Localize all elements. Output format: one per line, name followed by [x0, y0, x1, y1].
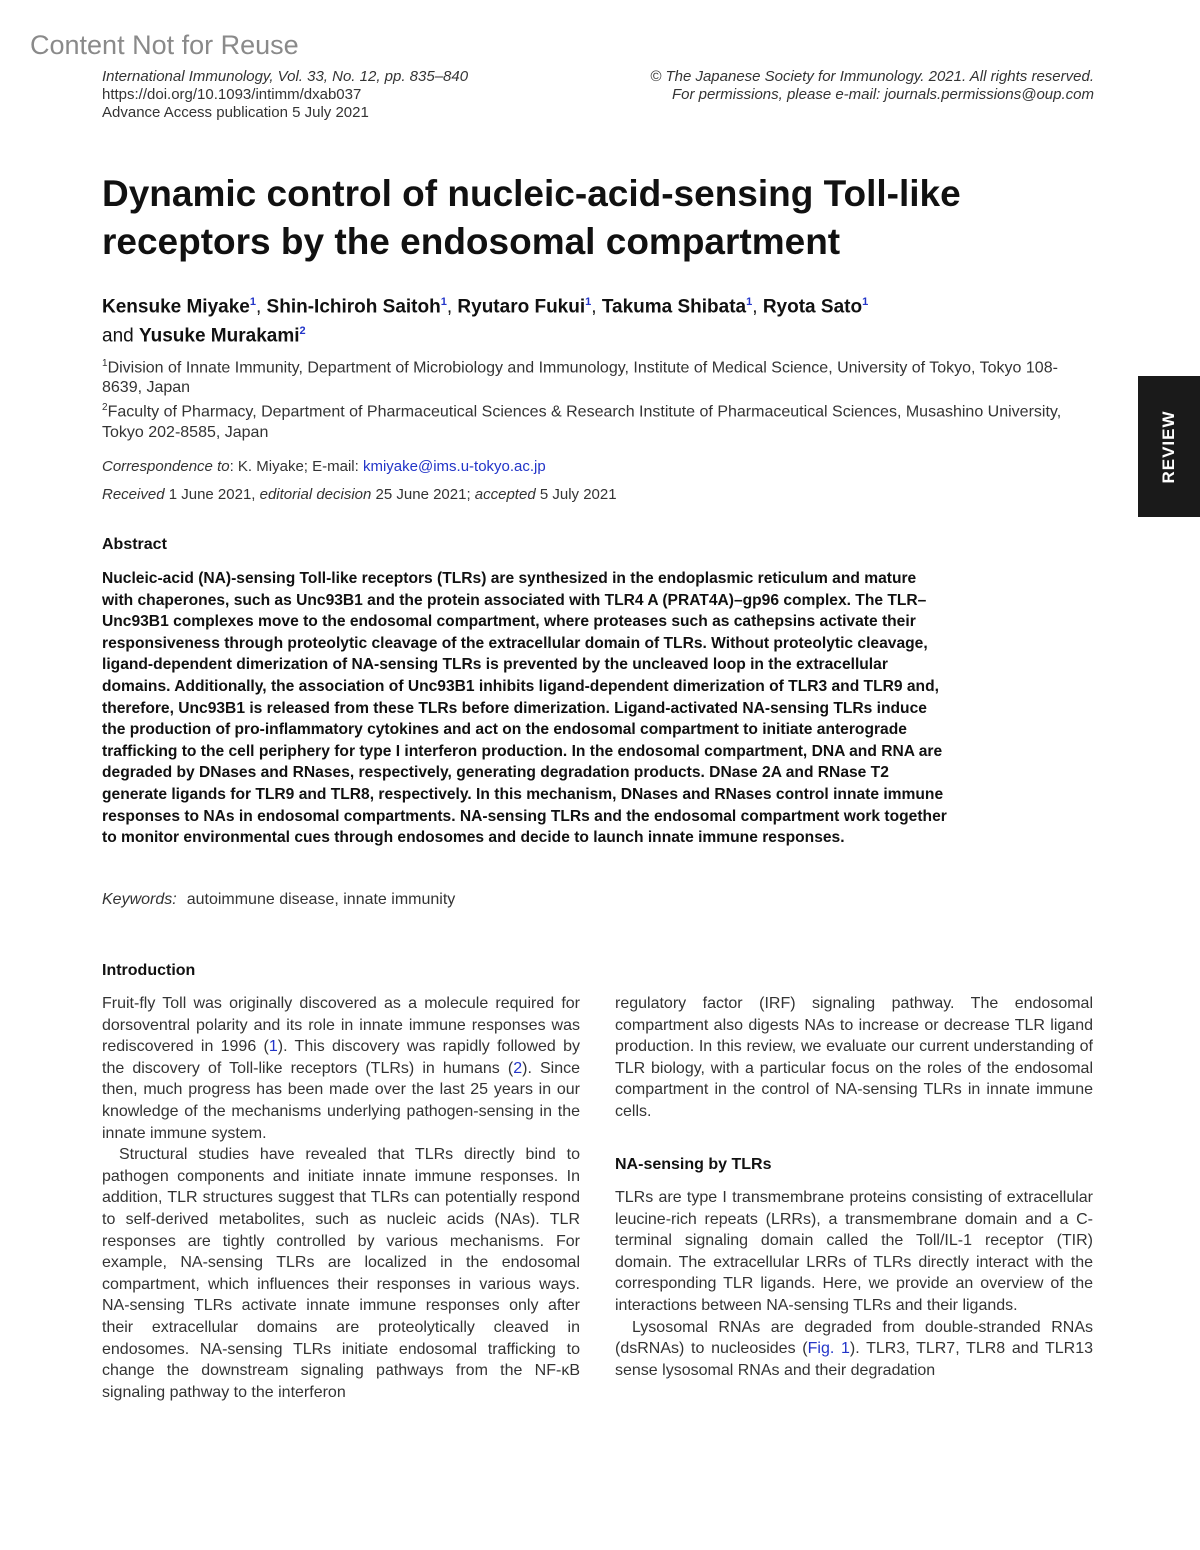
- author-sep: ,: [591, 296, 602, 318]
- author-name: Yusuke Murakami: [138, 325, 300, 347]
- author-affil: 1: [249, 296, 256, 308]
- na-sensing-heading: NA-sensing by TLRs: [615, 1156, 772, 1173]
- journal-citation: International Immunology, Vol. 33, No. 12, pp. 835–840: [102, 68, 469, 85]
- intro-paragraph-2: Structural studies have revealed that TLRs directly bind to pathogen components and initiate innate immune responses. In addition, TLR structures suggest that TLRs can potentially respond to self-derived metabolites, such as nucleic acids (NAs). TLR responses are tightly controlled by various mechanisms. For example, NA-sensing TLRs are localized in the endosomal compartment, which influences their responses in various ways. NA-sensing TLRs activate innate immune responses only after their extracellular domains are proteolytically cleaved in endosomes. NA-sensing TLRs initiate endosomal trafficking to change the downstream signaling pathways from the NF-κB signaling pathway to the interferon: [102, 1146, 580, 1401]
- author-affil: 1: [440, 296, 447, 308]
- author-name: Takuma Shibata: [601, 296, 747, 318]
- affil-text: Division of Innate Immunity, Department of Microbiology and Immunology, Institute of Medical Science, University of Tokyo, Tokyo 108-8639, Japan: [102, 359, 1058, 397]
- affil-text: Faculty of Pharmacy, Department of Pharmaceutical Sciences & Research Institute of Pharmaceutical Sciences, Musashino University, Tokyo 202-8585, Japan: [102, 403, 1062, 441]
- author-name: Shin-Ichiroh Saitoh: [266, 296, 441, 318]
- introduction-heading: Introduction: [102, 962, 196, 979]
- copyright-line: © The Japanese Society for Immunology. 2021. All rights reserved.: [650, 68, 1094, 85]
- correspondence-text: : K. Miyake; E-mail:: [229, 458, 363, 475]
- accepted-label: accepted: [474, 486, 536, 503]
- keywords: [102, 891, 455, 909]
- keywords-value: autoimmune disease, innate immunity: [186, 891, 456, 908]
- right-column-bottom: [615, 1187, 1093, 1381]
- received-date: 1 June 2021,: [164, 486, 260, 503]
- review-tab: [1138, 376, 1200, 517]
- affil-mark: 1: [102, 358, 108, 369]
- copyright-header: [650, 68, 1094, 104]
- left-column: [102, 993, 580, 1403]
- author-name: Kensuke Miyake: [102, 296, 250, 318]
- author-affil: 1: [862, 296, 869, 308]
- affiliation-2: [102, 398, 1092, 442]
- received-dates: [102, 485, 617, 505]
- author-sep: ,: [255, 296, 267, 318]
- text-run: ). This discovery was rapidly followed by the discovery of Toll-like receptors (TLRs) in humans (: [102, 1038, 580, 1077]
- email-link[interactable]: kmiyake@ims.u-tokyo.ac.jp: [362, 458, 546, 475]
- correspondence: [102, 457, 546, 477]
- nas-paragraph-1: TLRs are type I transmembrane proteins consisting of extracellular leucine-rich repeats (LRRs), a transmembrane domain and a C-terminal signaling domain called the Toll/IL-1 receptor (TIR) domain. The extracellular LRRs of TLRs directly interact with the corresponding TLR ligands. Here, we provide an overview of the interactions between NA-sensing TLRs and their ligands.: [615, 1189, 1093, 1314]
- author-affil: 1: [585, 296, 592, 308]
- affil-mark: 2: [102, 402, 108, 414]
- intro-paragraph-1: [102, 993, 580, 1144]
- figure-link[interactable]: Fig. 1: [807, 1340, 850, 1358]
- reference-link[interactable]: 2: [513, 1059, 523, 1077]
- author-name: Ryutaro Fukui: [457, 296, 586, 318]
- nas-paragraph-2: [615, 1317, 1093, 1382]
- abstract-heading: Abstract: [102, 536, 167, 553]
- text-run: ). Since then, much progress has been made over the last 25 years in our knowledge of the mechanisms underlying pathogen-sensing in the innate immune system.: [102, 1059, 580, 1142]
- keywords-label: Keywords:: [102, 891, 177, 908]
- watermark: Content Not for Reuse: [30, 30, 299, 60]
- text-run: Lysosomal RNAs are degraded from double-stranded RNAs (dsRNAs) to nucleosides (: [615, 1318, 1093, 1358]
- journal-header: [102, 68, 468, 122]
- permissions-line: For permissions, please e-mail: journals.permissions@oup.com: [671, 86, 1094, 103]
- decision-label: editorial decision: [259, 486, 372, 503]
- accepted-date: 5 July 2021: [535, 486, 617, 503]
- reference-link[interactable]: 1: [268, 1038, 278, 1056]
- text-run: ). TLR3, TLR7, TLR8 and TLR13 sense lysosomal RNAs and their degradation: [615, 1340, 1094, 1379]
- author-sep: ,: [446, 296, 458, 318]
- and-word: and: [102, 325, 134, 347]
- affiliations: [102, 354, 1092, 443]
- decision-date: 25 June 2021;: [371, 486, 475, 503]
- abstract-text: Nucleic-acid (NA)-sensing Toll-like receptors (TLRs) are synthesized in the endoplasmic reticulum and mature with chaperones, such as Unc93B1 and the protein associated with TLR4 A (PRAT4A)–gp96 complex. The TLR–Unc93B1 complexes move to the endosomal compartment, where proteases such as cathepsins activate their responsiveness through proteolytic cleavage of the extracellular domain of TLRs. Without proteolytic cleavage, ligand-dependent dimerization of NA-sensing TLRs is prevented by the uncleaved loop in the extracellular domains. Additionally, the association of Unc93B1 inhibits ligand-dependent dimerization of TLR3 and TLR9 and, therefore, Unc93B1 is released from these TLRs before dimerization. Ligand-activated NA-sensing TLRs induce the production of pro-inflammatory cytokines and act on the endosomal compartment to initiate anterograde trafficking to the cell periphery for type I interferon production. In the endosomal compartment, DNA and RNA are degraded by DNases and RNases, respectively, generating degradation products. DNase 2A and RNase T2 generate ligands for TLR9 and TLR8, respectively. In this mechanism, DNases and RNases control innate immune responses to NAs in endosomal compartments. NA-sensing TLRs and the endosomal compartment work together to monitor environmental cues through endosomes and decide to launch innate immune responses.: [102, 570, 947, 847]
- affiliation-1: [102, 354, 1092, 398]
- article-title: Dynamic control of nucleic-acid-sensing Toll-like receptors by the endosomal compartment: [102, 173, 961, 262]
- review-tab-label: REVIEW: [1159, 409, 1178, 484]
- advance-access: Advance Access publication 5 July 2021: [102, 104, 369, 121]
- author-name: Ryota Sato: [762, 296, 863, 318]
- author-affil: 1: [746, 296, 753, 308]
- intro-paragraph-2-cont: regulatory factor (IRF) signaling pathway. The endosomal compartment also digests NAs to increase or decrease TLR ligand production. In this review, we evaluate our current understanding of TLR biology, with a particular focus on the roles of the endosomal compartment in the control of NA-sensing TLRs in innate immune cells.: [615, 995, 1093, 1120]
- text-run: Fruit-fly Toll was originally discovered as a molecule required for dorsoventral polarity and its role in innate immune responses was rediscovered in 1996 (: [102, 995, 580, 1056]
- author-sep: ,: [752, 296, 763, 318]
- doi-link[interactable]: https://doi.org/10.1093/intimm/dxab037: [102, 86, 362, 103]
- received-label: Received: [102, 486, 165, 503]
- right-column-top: [615, 993, 1093, 1123]
- correspondence-label: Correspondence to: [102, 458, 230, 475]
- author-list: [102, 290, 1082, 349]
- author-affil: 2: [299, 325, 306, 338]
